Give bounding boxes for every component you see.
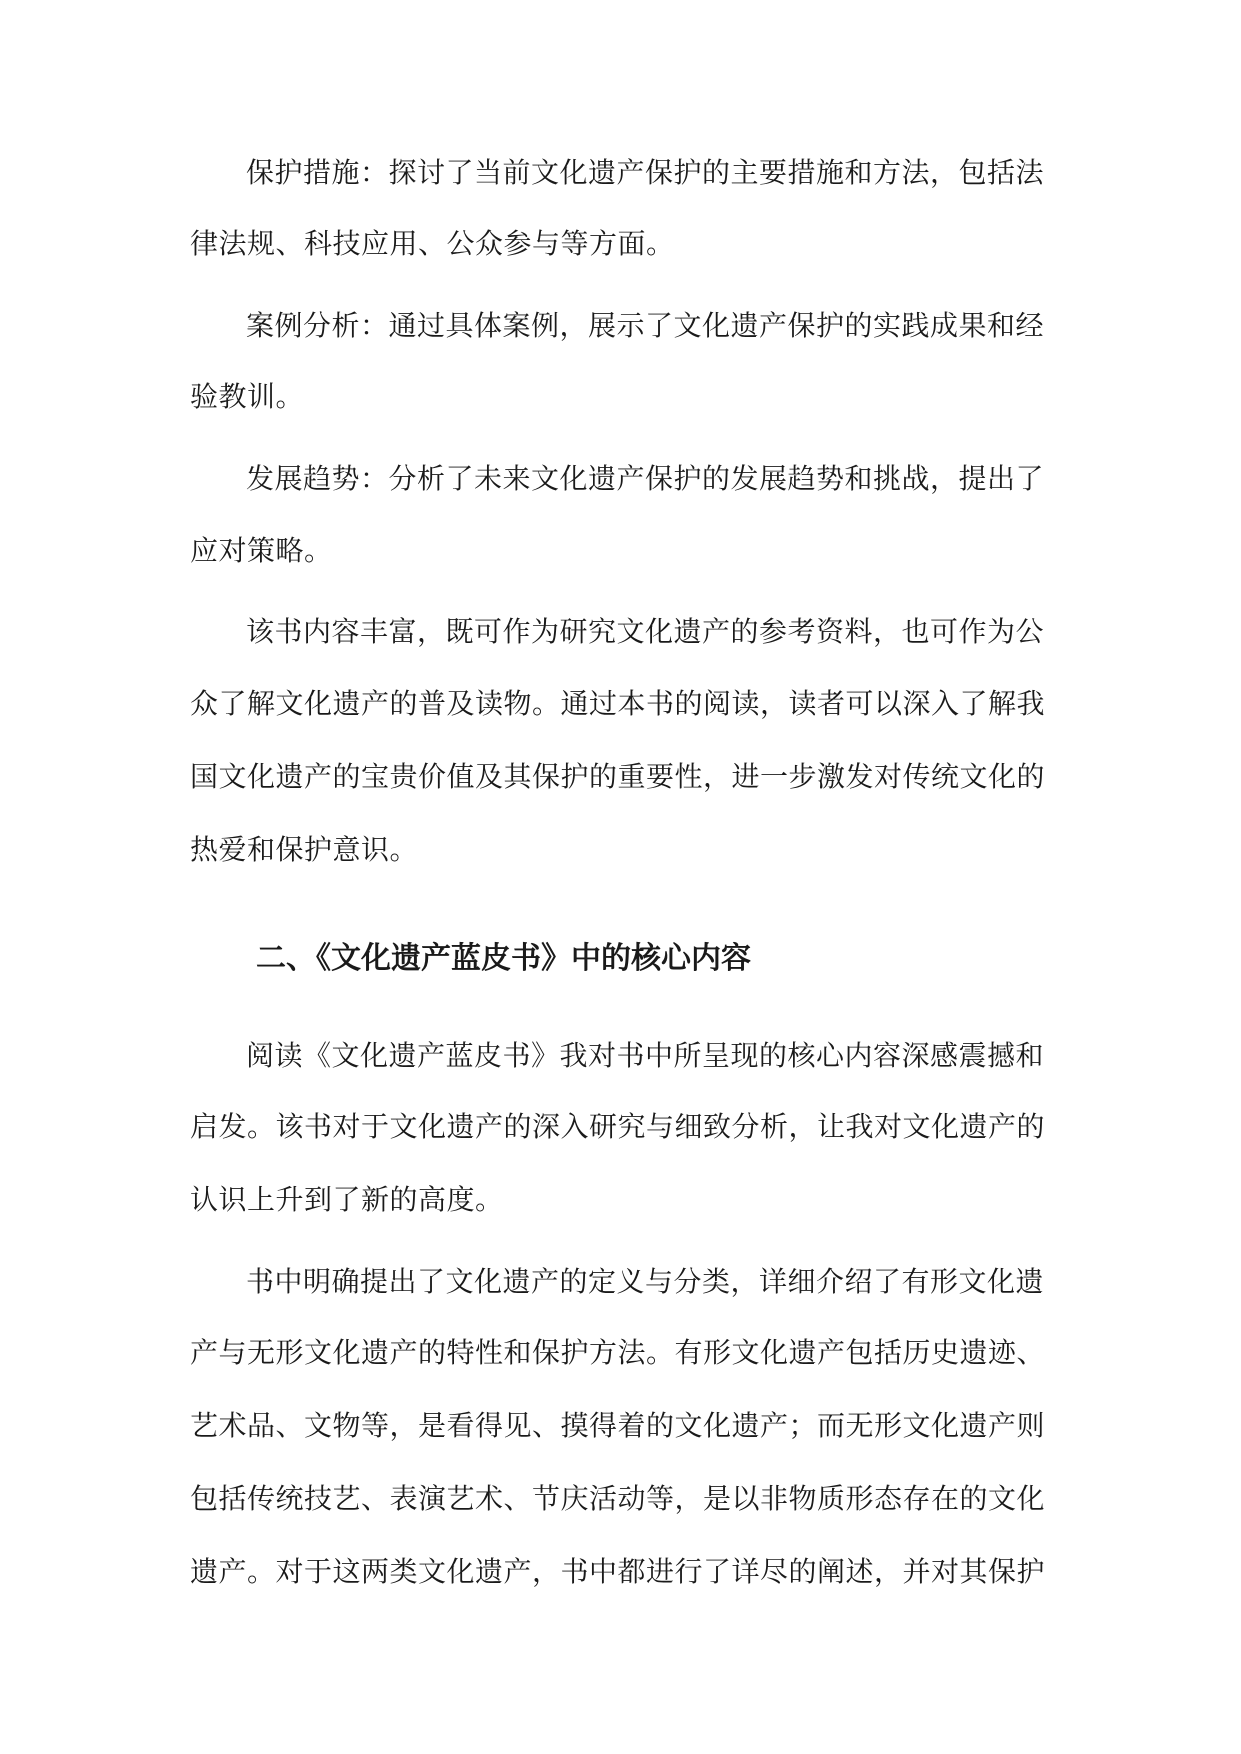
paragraph-line: 书中明确提出了文化遗产的定义与分类，详细介绍了有形文化遗 xyxy=(246,1265,1045,1298)
section-heading: 二、《文化遗产蓝皮书》中的核心内容 xyxy=(256,941,751,976)
paragraph-line: 产与无形文化遗产的特性和保护方法。有形文化遗产包括历史遗迹、 xyxy=(190,1336,1046,1369)
paragraph-line: 阅读《文化遗产蓝皮书》我对书中所呈现的核心内容深感震撼和 xyxy=(246,1039,1045,1072)
paragraph-line: 应对策略。 xyxy=(190,534,333,567)
paragraph-line: 遗产。对于这两类文化遗产，书中都进行了详尽的阐述，并对其保护 xyxy=(190,1555,1046,1588)
paragraph-line: 热爱和保护意识。 xyxy=(190,833,419,866)
paragraph-line: 国文化遗产的宝贵价值及其保护的重要性，进一步激发对传统文化的 xyxy=(190,760,1046,793)
paragraph-line: 启发。该书对于文化遗产的深入研究与细致分析，让我对文化遗产的 xyxy=(190,1110,1046,1143)
paragraph-line: 律法规、科技应用、公众参与等方面。 xyxy=(190,227,675,260)
paragraph-line: 包括传统技艺、表演艺术、节庆活动等，是以非物质形态存在的文化 xyxy=(190,1482,1046,1515)
paragraph-line: 众了解文化遗产的普及读物。通过本书的阅读，读者可以深入了解我 xyxy=(190,687,1046,720)
paragraph-line: 保护措施：探讨了当前文化遗产保护的主要措施和方法，包括法 xyxy=(246,156,1045,189)
paragraph-line: 发展趋势：分析了未来文化遗产保护的发展趋势和挑战，提出了 xyxy=(246,462,1045,495)
paragraph-line: 艺术品、文物等，是看得见、摸得着的文化遗产；而无形文化遗产则 xyxy=(190,1409,1046,1442)
paragraph-line: 案例分析：通过具体案例，展示了文化遗产保护的实践成果和经 xyxy=(246,309,1045,342)
paragraph-line: 认识上升到了新的高度。 xyxy=(190,1183,504,1216)
paragraph-line: 验教训。 xyxy=(190,380,305,413)
paragraph-line: 该书内容丰富，既可作为研究文化遗产的参考资料，也可作为公 xyxy=(246,615,1045,648)
